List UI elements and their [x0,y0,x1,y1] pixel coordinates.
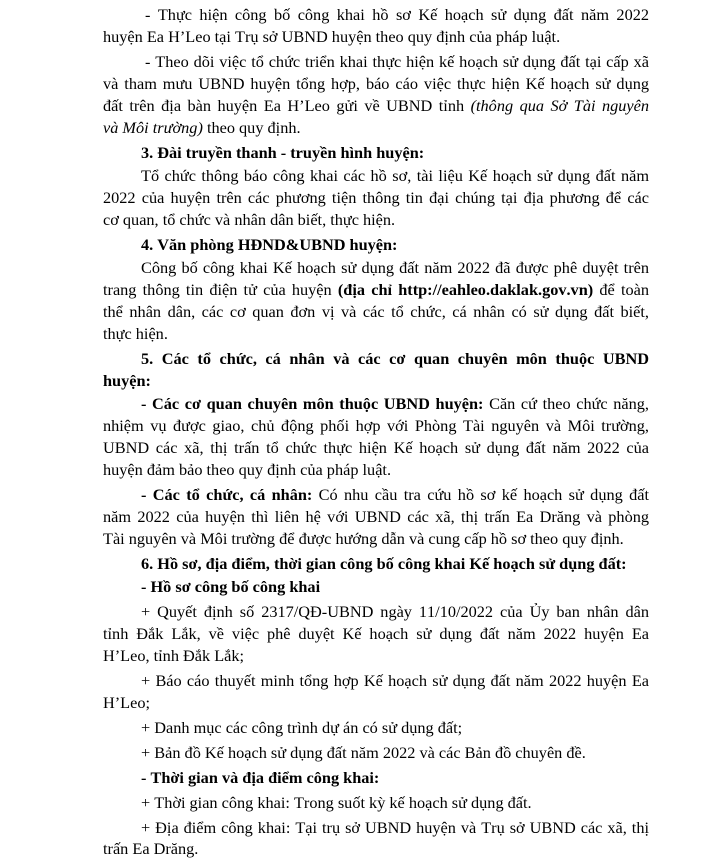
text-line: UBND các xã, thị trấn tổ chức thực hiện Kế hoạch sử dụng đất năm 2022 của [103,438,649,457]
list-item: + Bản đồ Kế hoạch sử dụng đất năm 2022 và các Bản đồ chuyên đề. [141,743,586,762]
sub-heading: - Hồ sơ công bố công khai [141,577,321,596]
list-item: + Địa điểm công khai: Tại trụ sở UBND huyện và Trụ sở UBND các xã, thị [141,818,649,837]
text-line [103,118,301,138]
text-segment: Có nhu cầu tra cứu hồ sơ kế hoạch sử dụng đất [312,485,649,504]
text-line: - Theo dõi việc tổ chức triển khai thực hiện kế hoạch sử dụng đất tại cấp xã [145,52,649,71]
text-segment: để toàn [593,280,649,299]
section-heading: 4. Văn phòng HĐND&UBND huyện: [141,235,398,254]
address-label: (địa chỉ [337,280,399,299]
section-heading: 5. Các tổ chức, cá nhân và các cơ quan chuyên môn thuộc UBND [141,349,649,368]
section-heading: 6. Hồ sơ, địa điểm, thời gian công bố công khai Kế hoạch sử dụng đất: [141,554,627,573]
text-line: và tham mưu UBND huyện tổng hợp, báo cáo việc thực hiện Kế hoạch sử dụng [103,74,649,93]
list-item: + Thời gian công khai: Trong suốt kỳ kế hoạch sử dụng đất. [141,793,532,812]
lead-label: - Các tổ chức, cá nhân: [141,485,313,504]
text-line: Tài nguyên và Môi trường để được hướng dẫn và cung cấp hồ sơ theo quy định. [103,529,624,548]
text-line: huyện đảm bảo theo quy định của pháp luật. [103,460,392,479]
text-line [141,394,649,414]
text-line: thực hiện. [103,324,168,343]
text-line: - Thực hiện công bố công khai hồ sơ Kế hoạch sử dụng đất năm 2022 [145,5,649,24]
text-line: H’Leo; [103,693,151,712]
text-line: năm 2022 của huyện thì liên hệ với UBND các xã, thị trấn Ea Drăng và phòng [103,507,649,526]
text-line: Công bố công khai Kế hoạch sử dụng đất năm 2022 đã được phê duyệt trên [141,258,649,277]
section-heading: 3. Đài truyền thanh - truyền hình huyện: [141,143,425,162]
text-segment: đất trên địa bàn huyện Ea H’Leo gửi về UBND tỉnh [103,96,471,115]
text-line [141,485,649,505]
text-line: thể nhân dân, các cơ quan đơn vị và các tổ chức, cá nhân có sử dụng đất biết, [103,302,649,321]
list-item: + Danh mục các công trình dự án có sử dụng đất; [141,718,463,737]
address-close: ) [587,280,594,299]
text-line: trấn Ea Drăng. [103,839,199,858]
list-item: + Báo cáo thuyết minh tổng hợp Kế hoạch sử dụng đất năm 2022 huyện Ea [141,671,649,690]
text-line: Tổ chức thông báo công khai các hồ sơ, tài liệu Kế hoạch sử dụng đất năm [141,166,649,185]
text-segment: trang thông tin điện tử của huyện [103,280,338,299]
text-line: tỉnh Đắk Lắk, về việc phê duyệt Kế hoạch sử dụng đất năm 2022 huyện Ea [103,624,649,643]
italic-segment: và Môi trường) [103,118,203,137]
text-segment: theo quy định. [202,118,301,137]
sub-heading: - Thời gian và địa điểm công khai: [141,768,380,787]
section-heading: huyện: [103,371,151,390]
text-line: nhiệm vụ được giao, chủ động phối hợp với Phòng Tài nguyên và Môi trường, [103,416,649,435]
lead-label: - Các cơ quan chuyên môn thuộc UBND huyện: [141,394,484,413]
text-segment: Căn cứ theo chức năng, [483,394,649,413]
text-line: huyện Ea H’Leo tại Trụ sở UBND huyện theo quy định của pháp luật. [103,27,561,46]
website-link[interactable]: http://eahleo.daklak.gov.vn [398,280,588,299]
text-line: cơ quan, tổ chức và nhân dân biết, thực hiện. [103,210,396,229]
italic-segment: (thông qua Sở Tài nguyên [470,96,649,115]
text-line [103,96,649,116]
text-line [103,280,649,300]
text-line: 2022 của huyện trên các phương tiện thông tin đại chúng tại địa phương để các [103,188,649,207]
list-item: + Quyết định số 2317/QĐ-UBND ngày 11/10/2022 của Ủy ban nhân dân [141,602,649,621]
text-line: H’Leo, tỉnh Đắk Lắk; [103,646,245,665]
